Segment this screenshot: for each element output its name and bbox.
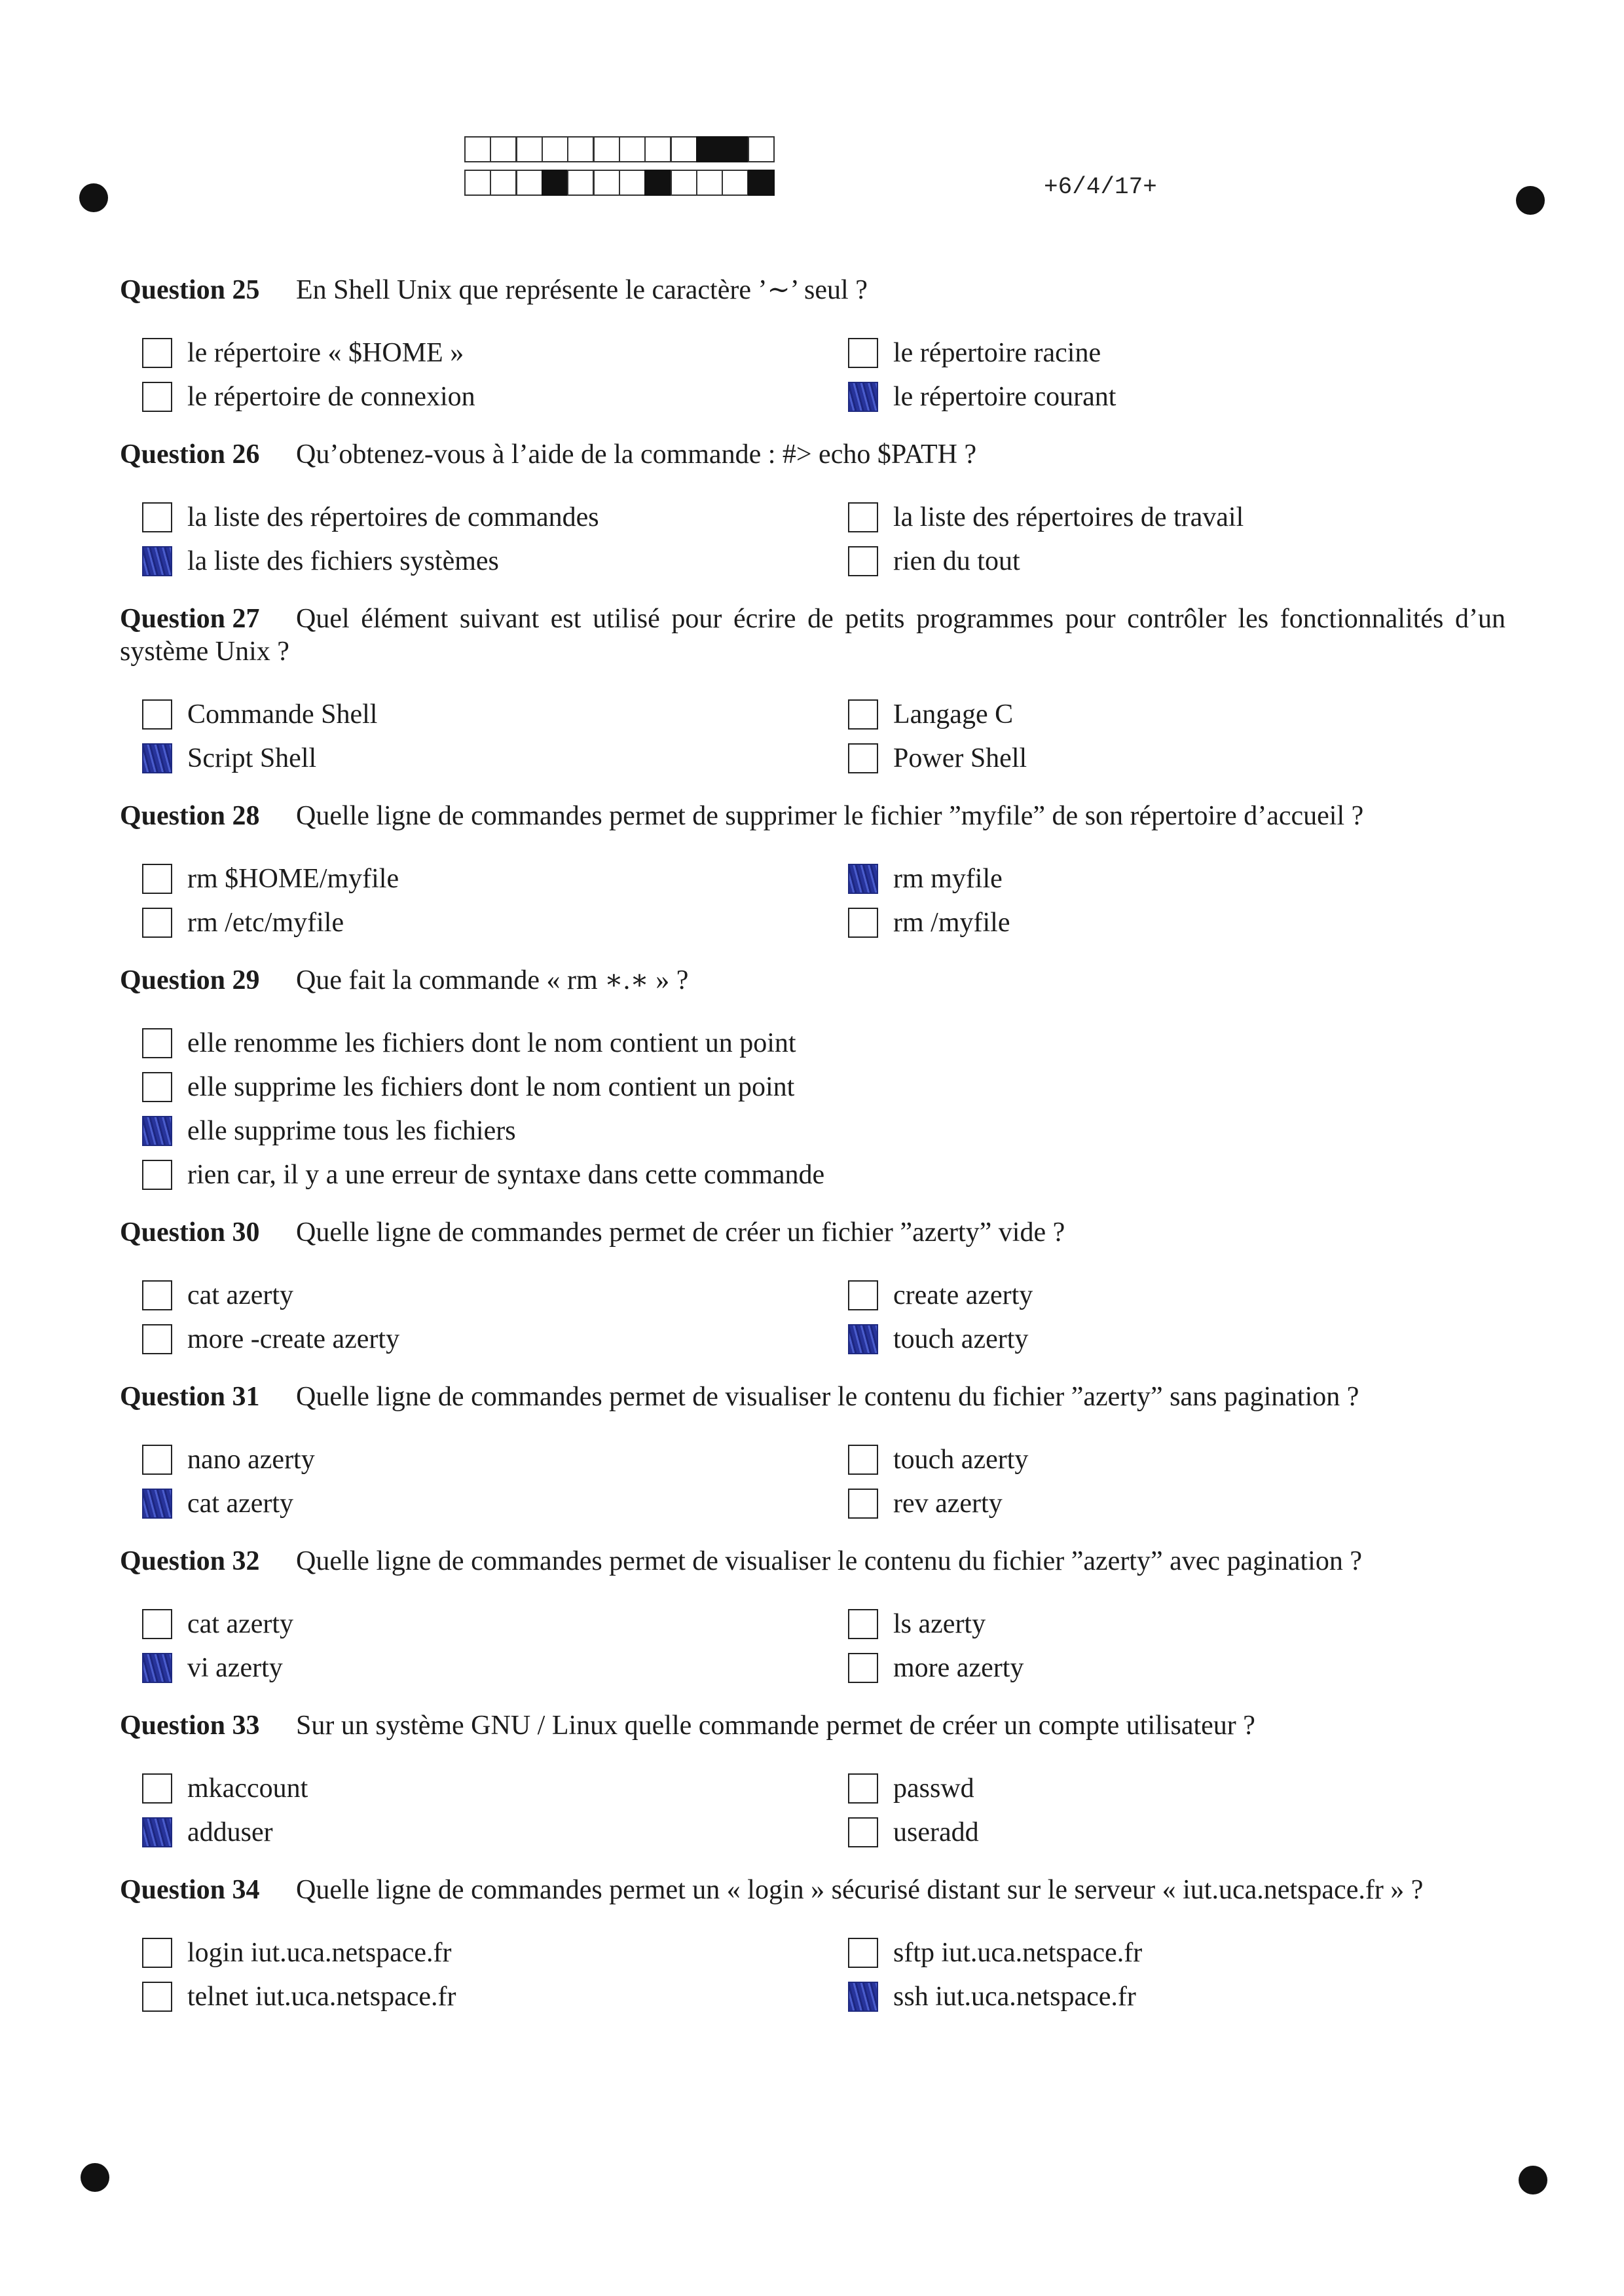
answer-label: Power Shell [893, 743, 1027, 773]
answer-option[interactable] [848, 375, 1505, 418]
question-text: Quelle ligne de commandes permet de créer un fichier ”azerty” vide ? [296, 1217, 1065, 1248]
checkbox-unchecked[interactable] [848, 1489, 878, 1519]
answer-label: la liste des fichiers systèmes [187, 546, 499, 576]
answer-option[interactable] [142, 375, 848, 418]
registration-mark-bottom-left [81, 2163, 109, 2192]
answer-label: elle supprime tous les fichiers [187, 1115, 516, 1146]
question-line [120, 438, 1505, 471]
answer-label: passwd [893, 1773, 974, 1804]
answer-option[interactable] [848, 1481, 1505, 1525]
checkbox-unchecked[interactable] [142, 1982, 172, 2012]
answer-options [120, 495, 1505, 583]
checkbox-unchecked[interactable] [142, 1938, 172, 1968]
answer-label: adduser [187, 1817, 273, 1847]
answer-column [120, 1437, 848, 1525]
answer-column [120, 692, 848, 780]
answer-option[interactable] [142, 1273, 848, 1317]
checkbox-unchecked[interactable] [848, 502, 878, 532]
barcode-cell-filled [696, 136, 723, 162]
answer-option[interactable] [142, 857, 848, 900]
answer-column [120, 1931, 848, 2018]
answer-label: rm /etc/myfile [187, 907, 344, 938]
answer-option[interactable] [848, 495, 1505, 539]
answer-label: login iut.uca.netspace.fr [187, 1937, 452, 1968]
question-text: Quelle ligne de commandes permet un « login » sécurisé distant sur le serveur « iut.uca.netspace.fr » ? [296, 1875, 1424, 1905]
answer-option[interactable] [848, 539, 1505, 583]
answer-option[interactable] [142, 1810, 848, 1854]
checkbox-unchecked[interactable] [142, 338, 172, 368]
answer-option[interactable] [142, 331, 848, 375]
answer-label: cat azerty [187, 1488, 294, 1519]
barcode-cell-empty [671, 136, 697, 162]
barcode-cell-empty [593, 136, 620, 162]
question-label: Question 33 [120, 1711, 260, 1741]
checkbox-checked[interactable] [848, 382, 878, 412]
question-text: Qu’obtenez-vous à l’aide de la commande : #> echo $PATH ? [296, 439, 977, 470]
answer-option[interactable] [848, 692, 1505, 736]
question-line [120, 964, 1505, 997]
barcode-cell-empty [593, 170, 620, 196]
answer-option[interactable] [848, 1810, 1505, 1854]
answer-option[interactable] [142, 1153, 848, 1196]
registration-mark-top-right [1516, 186, 1545, 215]
question-block [120, 274, 1505, 418]
question-line [120, 274, 1505, 306]
answer-option[interactable] [142, 692, 848, 736]
answer-option[interactable] [848, 900, 1505, 944]
answer-option[interactable] [142, 539, 848, 583]
answer-label: nano azerty [187, 1444, 315, 1475]
question-block [120, 1874, 1505, 2018]
checkbox-unchecked[interactable] [142, 1028, 172, 1058]
barcode-cell-empty [516, 170, 543, 196]
answer-label: sftp iut.uca.netspace.fr [893, 1937, 1143, 1968]
answer-label: telnet iut.uca.netspace.fr [187, 1981, 456, 2012]
answer-option[interactable] [142, 1602, 848, 1646]
barcode-cell-empty [464, 136, 491, 162]
question-label: Question 29 [120, 965, 260, 995]
question-text: Quelle ligne de commandes permet de supprimer le fichier ”myfile” de son répertoire d’accueil ? [296, 801, 1364, 831]
answer-option[interactable] [848, 1273, 1505, 1317]
answer-option[interactable] [142, 1065, 848, 1109]
checkbox-unchecked[interactable] [142, 382, 172, 412]
checkbox-unchecked[interactable] [848, 1280, 878, 1310]
answer-column [848, 331, 1505, 418]
barcode-cell-filled [722, 136, 748, 162]
checkbox-unchecked[interactable] [848, 1609, 878, 1639]
registration-mark-top-left [79, 183, 108, 212]
question-block [120, 964, 1505, 1196]
checkbox-unchecked[interactable] [142, 908, 172, 938]
checkbox-checked[interactable] [142, 1817, 172, 1847]
question-line [120, 800, 1505, 832]
barcode-cell-filled [748, 170, 775, 196]
answer-label: le répertoire de connexion [187, 381, 475, 412]
barcode-cell-empty [748, 136, 775, 162]
answer-label: la liste des répertoires de travail [893, 502, 1244, 532]
question-line [120, 1216, 1505, 1249]
checkbox-unchecked[interactable] [142, 502, 172, 532]
checkbox-checked[interactable] [848, 1324, 878, 1354]
answer-label: cat azerty [187, 1608, 294, 1639]
answer-label: touch azerty [893, 1324, 1029, 1354]
question-label: Question 28 [120, 801, 260, 831]
answer-label: useradd [893, 1817, 979, 1847]
question-block [120, 1380, 1505, 1525]
question-block [120, 1216, 1505, 1361]
question-text: Sur un système GNU / Linux quelle commande permet de créer un compte utilisateur ? [296, 1711, 1255, 1741]
answer-label: la liste des répertoires de commandes [187, 502, 599, 532]
checkbox-checked[interactable] [142, 1653, 172, 1683]
answer-label: le répertoire courant [893, 381, 1116, 412]
checkbox-checked[interactable] [848, 864, 878, 894]
answer-option[interactable] [848, 1602, 1505, 1646]
answer-label: rien du tout [893, 546, 1020, 576]
checkbox-unchecked[interactable] [848, 1938, 878, 1968]
registration-mark-bottom-right [1519, 2166, 1547, 2194]
answer-label: cat azerty [187, 1280, 294, 1310]
checkbox-checked[interactable] [142, 743, 172, 773]
answer-column [848, 692, 1505, 780]
answer-label: rm $HOME/myfile [187, 863, 399, 894]
answer-options [120, 331, 1505, 418]
barcode-cell-empty [490, 136, 517, 162]
barcode-cell-empty [671, 170, 697, 196]
checkbox-unchecked[interactable] [848, 338, 878, 368]
answer-column [120, 1602, 848, 1690]
answer-option[interactable] [142, 1931, 848, 1974]
checkbox-checked[interactable] [142, 1116, 172, 1146]
question-text: Que fait la commande « rm ∗.∗ » ? [296, 965, 689, 995]
checkbox-unchecked[interactable] [142, 864, 172, 894]
answer-label: ls azerty [893, 1608, 986, 1639]
question-label: Question 26 [120, 439, 260, 470]
barcode-cell-empty [619, 170, 646, 196]
answer-label: touch azerty [893, 1444, 1029, 1475]
question-line [120, 602, 1505, 668]
answer-label: more -create azerty [187, 1324, 400, 1354]
question-label: Question 32 [120, 1546, 260, 1576]
question-block [120, 1709, 1505, 1854]
answer-option[interactable] [848, 1931, 1505, 1974]
answer-option[interactable] [142, 495, 848, 539]
answer-option[interactable] [848, 331, 1505, 375]
answer-label: elle renomme les fichiers dont le nom contient un point [187, 1028, 796, 1058]
answer-option[interactable] [848, 1766, 1505, 1810]
question-block [120, 438, 1505, 583]
answer-option[interactable] [848, 1646, 1505, 1690]
answer-options [120, 1437, 1505, 1525]
question-label: Question 25 [120, 275, 260, 305]
checkbox-checked[interactable] [142, 546, 172, 576]
answer-option[interactable] [142, 1317, 848, 1361]
answer-options [120, 1273, 1505, 1361]
question-list [120, 274, 1505, 2038]
answer-column [848, 1273, 1505, 1361]
question-line [120, 1380, 1505, 1413]
checkbox-unchecked[interactable] [142, 699, 172, 730]
checkbox-unchecked[interactable] [848, 1773, 878, 1804]
answer-option[interactable] [142, 1437, 848, 1481]
answer-option[interactable] [142, 1646, 848, 1690]
question-label: Question 31 [120, 1382, 260, 1412]
answer-label: elle supprime les fichiers dont le nom contient un point [187, 1071, 795, 1102]
barcode-cell-empty [696, 170, 723, 196]
barcode-cell-empty [490, 170, 517, 196]
question-block [120, 602, 1505, 780]
barcode-cell-empty [644, 136, 671, 162]
answer-label: Script Shell [187, 743, 317, 773]
answer-column [120, 495, 848, 583]
checkbox-checked[interactable] [848, 1982, 878, 2012]
answer-column [120, 1021, 848, 1196]
answer-label: ssh iut.uca.netspace.fr [893, 1981, 1136, 2012]
answer-option[interactable] [142, 1974, 848, 2018]
checkbox-unchecked[interactable] [848, 1817, 878, 1847]
answer-column [848, 1931, 1505, 2018]
answer-label: Langage C [893, 699, 1014, 730]
checkbox-unchecked[interactable] [848, 546, 878, 576]
barcode-cell-empty [567, 170, 594, 196]
answer-column [848, 495, 1505, 583]
barcode-cell-empty [464, 170, 491, 196]
checkbox-unchecked[interactable] [848, 699, 878, 730]
answer-option[interactable] [142, 736, 848, 780]
checkbox-unchecked[interactable] [142, 1324, 172, 1354]
checkbox-unchecked[interactable] [848, 743, 878, 773]
answer-column [848, 1437, 1505, 1525]
barcode-cell-empty [619, 136, 646, 162]
question-label: Question 27 [120, 604, 260, 634]
answer-column [120, 331, 848, 418]
answer-column [848, 1602, 1505, 1690]
question-block [120, 1545, 1505, 1690]
barcode-cell-empty [722, 170, 748, 196]
checkbox-unchecked[interactable] [848, 908, 878, 938]
checkbox-unchecked[interactable] [848, 1445, 878, 1475]
checkbox-unchecked[interactable] [142, 1445, 172, 1475]
answer-label: rien car, il y a une erreur de syntaxe dans cette commande [187, 1159, 825, 1190]
answer-label: Commande Shell [187, 699, 378, 730]
question-line [120, 1545, 1505, 1578]
answer-label: mkaccount [187, 1773, 308, 1804]
answer-options [120, 857, 1505, 944]
answer-label: rm /myfile [893, 907, 1010, 938]
answer-option[interactable] [848, 1317, 1505, 1361]
answer-column [120, 857, 848, 944]
checkbox-unchecked[interactable] [142, 1072, 172, 1102]
answer-options [120, 1021, 1505, 1196]
checkbox-unchecked[interactable] [848, 1653, 878, 1683]
question-line [120, 1874, 1505, 1906]
checkbox-unchecked[interactable] [142, 1280, 172, 1310]
answer-option[interactable] [142, 1766, 848, 1810]
answer-options [120, 692, 1505, 780]
barcode-cell-empty [542, 136, 568, 162]
barcode-row [464, 136, 775, 162]
barcode-cell-empty [516, 136, 543, 162]
answer-options [120, 1602, 1505, 1690]
answer-options [120, 1766, 1505, 1854]
answer-option[interactable] [142, 1481, 848, 1525]
answer-label: rev azerty [893, 1488, 1003, 1519]
answer-option[interactable] [142, 1021, 848, 1065]
question-text: Quel élément suivant est utilisé pour écrire de petits programmes pour contrôler les fonctionnalités d’un système Unix ? [120, 604, 1505, 667]
answer-option[interactable] [848, 736, 1505, 780]
barcode-row [464, 170, 775, 196]
page-code: +6/4/17+ [1044, 174, 1157, 200]
question-label: Question 34 [120, 1875, 260, 1905]
answer-options [120, 1931, 1505, 2018]
answer-column [848, 1766, 1505, 1854]
answer-column [120, 1273, 848, 1361]
question-text: En Shell Unix que représente le caractère ’∼’ seul ? [296, 275, 868, 305]
question-line [120, 1709, 1505, 1742]
checkbox-unchecked[interactable] [142, 1160, 172, 1190]
answer-option[interactable] [848, 1974, 1505, 2018]
answer-label: vi azerty [187, 1652, 283, 1683]
question-label: Question 30 [120, 1217, 260, 1248]
answer-column [120, 1766, 848, 1854]
answer-label: rm myfile [893, 863, 1003, 894]
checkbox-unchecked[interactable] [142, 1609, 172, 1639]
answer-option[interactable] [142, 1109, 848, 1153]
checkbox-unchecked[interactable] [142, 1773, 172, 1804]
question-text: Quelle ligne de commandes permet de visualiser le contenu du fichier ”azerty” sans pagination ? [296, 1382, 1359, 1412]
barcode-cell-empty [567, 136, 594, 162]
question-block [120, 800, 1505, 944]
barcode-cell-filled [644, 170, 671, 196]
answer-label: le répertoire « $HOME » [187, 337, 464, 368]
answer-label: le répertoire racine [893, 337, 1101, 368]
answer-option[interactable] [848, 857, 1505, 900]
question-text: Quelle ligne de commandes permet de visualiser le contenu du fichier ”azerty” avec pagination ? [296, 1546, 1362, 1576]
answer-option[interactable] [848, 1437, 1505, 1481]
answer-label: create azerty [893, 1280, 1033, 1310]
answer-option[interactable] [142, 900, 848, 944]
answer-label: more azerty [893, 1652, 1024, 1683]
barcode-cell-filled [542, 170, 568, 196]
answer-column [848, 857, 1505, 944]
checkbox-checked[interactable] [142, 1489, 172, 1519]
